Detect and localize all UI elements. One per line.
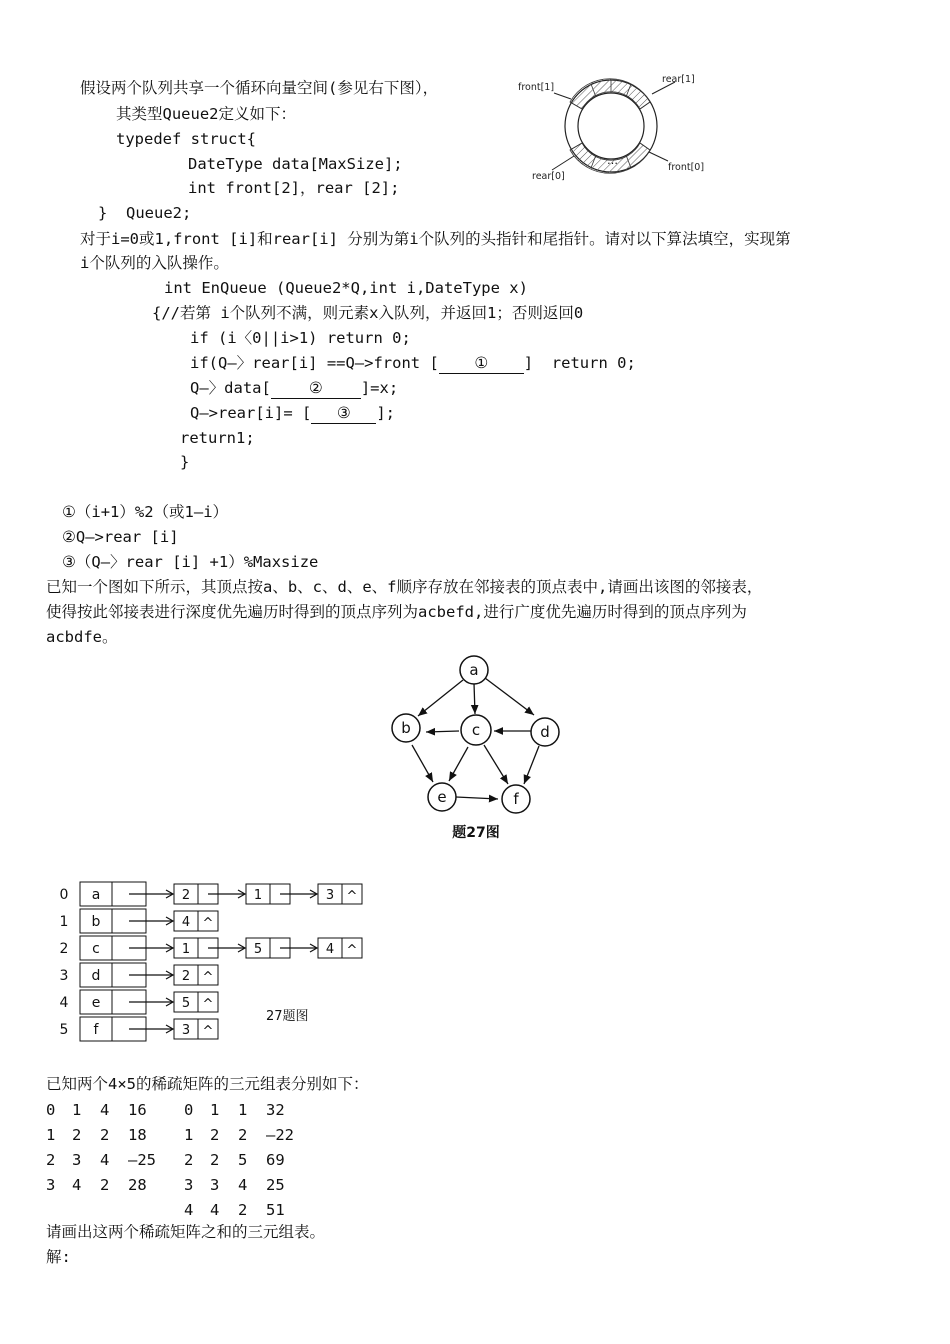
node-index: 4 — [181, 915, 191, 930]
row-index: 3 — [59, 968, 69, 984]
edge-d-f — [524, 746, 539, 784]
left-triple-cell: 4 — [72, 1176, 82, 1194]
node-index: 3 — [325, 888, 335, 903]
vertex-label: c — [92, 941, 100, 957]
right-triple-cell: 25 — [266, 1176, 285, 1194]
edge-c-f — [484, 745, 508, 784]
node-index: 4 — [325, 942, 335, 957]
right-triple-cell: 1 — [238, 1101, 248, 1119]
answer-3: ③（Q—〉rear [i] +1）%Maxsize — [62, 553, 319, 571]
right-triple-cell: 1 — [210, 1101, 220, 1119]
desc-line-2: i个队列的入队操作。 — [80, 254, 229, 272]
right-triple-cell: 0 — [184, 1101, 194, 1119]
null-symbol: ^ — [202, 997, 214, 1012]
left-triple-cell: 2 — [72, 1126, 82, 1144]
vertex-label: a — [91, 887, 101, 903]
code-comment: {//若第 i个队列不满，则元素x入队列，并返回1；否则返回0 — [152, 304, 584, 322]
null-symbol: ^ — [202, 970, 214, 985]
right-triple-cell: 69 — [266, 1151, 285, 1169]
ellipsis-mark: … — [607, 154, 618, 167]
row-index: 1 — [59, 914, 69, 930]
right-triple-cell: 32 — [266, 1101, 285, 1119]
close-line: } Queue2; — [98, 204, 192, 222]
label-rear1: rear[1] — [662, 74, 695, 85]
edge-c-e — [449, 747, 468, 781]
code-data-assign: Q—〉data[ ② ]=x; — [190, 379, 399, 397]
adjacency-list-figure — [46, 874, 376, 1054]
vertex-label: d — [91, 968, 101, 984]
left-triple-cell: 2 — [100, 1126, 110, 1144]
graph-question-2: 使得按此邻接表进行深度优先遍历时得到的顶点序列为acbefd,进行广度优先遍历时得到的顶点序列为 — [46, 603, 747, 621]
graph-caption: 题27图 — [452, 825, 500, 841]
node-b-label: b — [401, 719, 411, 737]
null-symbol: ^ — [346, 889, 358, 904]
node-index: 2 — [181, 969, 191, 984]
data-line: DateType data[MaxSize]; — [188, 155, 403, 173]
node-e-label: e — [437, 788, 447, 806]
right-triple-cell: 2 — [210, 1126, 220, 1144]
node-c-label: c — [471, 721, 481, 739]
right-triple-cell: 2 — [184, 1151, 194, 1169]
label-front0: front[0] — [668, 162, 705, 173]
code-end: } — [180, 453, 190, 471]
code-return: return1; — [180, 429, 255, 447]
null-symbol: ^ — [346, 943, 358, 958]
right-triple-cell: —22 — [266, 1126, 294, 1144]
edge-b-e — [412, 745, 433, 782]
right-triple-cell: 1 — [184, 1126, 194, 1144]
node-index: 5 — [253, 942, 263, 957]
code-rear-assign: Q—>rear[i]= [ ③ ]; — [190, 404, 395, 422]
node-d-label: d — [540, 723, 550, 741]
answer-1: ①（i+1）%2（或1—i） — [62, 503, 229, 521]
directed-graph-figure — [382, 648, 582, 848]
blank-3: ③ — [311, 403, 376, 424]
code-if-2: if(Q—〉rear[i] ==Q—>front [ ① ] return 0; — [190, 354, 636, 372]
node-f-label: f — [513, 790, 519, 808]
right-triple-cell: 2 — [238, 1126, 248, 1144]
left-triple-cell: 2 — [46, 1151, 56, 1169]
left-triple-cell: —25 — [128, 1151, 156, 1169]
circular-queue-figure — [510, 66, 725, 191]
edge-a-c — [474, 683, 475, 714]
node-index: 1 — [253, 888, 263, 903]
blank-2: ② — [271, 378, 361, 399]
code-if-1: if (i〈0||i>1) return 0; — [190, 329, 411, 347]
node-index: 1 — [181, 942, 191, 957]
left-triple-cell: 28 — [128, 1176, 147, 1194]
node-index: 3 — [181, 1023, 191, 1038]
answer-2: ②Q—>rear [i] — [62, 528, 179, 546]
left-triple-cell: 2 — [100, 1176, 110, 1194]
solution-label: 解: — [46, 1248, 71, 1266]
row-index: 4 — [59, 995, 69, 1011]
node-a-label: a — [469, 661, 479, 679]
row-index: 2 — [59, 941, 69, 957]
edge-a-b — [418, 680, 463, 716]
row-index: 5 — [59, 1022, 69, 1038]
queue-intro: 假设两个队列共享一个循环向量空间(参见右下图）， — [80, 79, 439, 97]
int-line: int front[2]，rear [2]; — [188, 179, 400, 197]
right-triple-cell: 2 — [210, 1151, 220, 1169]
left-triple-cell: 3 — [72, 1151, 82, 1169]
matrix-ask: 请画出这两个稀疏矩阵之和的三元组表。 — [46, 1223, 326, 1241]
node-index: 2 — [181, 888, 191, 903]
typedef-line: typedef struct{ — [116, 130, 256, 148]
left-triple-cell: 16 — [128, 1101, 147, 1119]
edge-c-b — [426, 731, 459, 732]
code-signature: int EnQueue (Queue2*Q,int i,DateType x) — [164, 279, 528, 297]
left-triple-cell: 1 — [72, 1101, 82, 1119]
left-triple-cell: 1 — [46, 1126, 56, 1144]
desc-line-1: 对于i=0或1,front [i]和rear[i] 分别为第i个队列的头指针和尾指针。请对以下算法填空，实现第 — [80, 230, 791, 248]
vertex-label: b — [91, 914, 101, 930]
adjacency-caption: 27题图 — [266, 1009, 309, 1024]
vertex-label: e — [91, 995, 101, 1011]
graph-question-1: 已知一个图如下所示，其顶点按a、b、c、d、e、f顺序存放在邻接表的顶点表中,请画出该图的邻接表， — [46, 578, 763, 596]
right-triple-cell: 3 — [184, 1176, 194, 1194]
right-triple-cell: 5 — [238, 1151, 248, 1169]
left-triple-cell: 4 — [100, 1101, 110, 1119]
right-triple-cell: 51 — [266, 1201, 285, 1219]
right-triple-cell: 2 — [238, 1201, 248, 1219]
edge-e-f — [456, 797, 498, 799]
edge-a-d — [485, 678, 534, 715]
type-definition: 其类型Queue2定义如下： — [116, 105, 296, 123]
row-index: 0 — [59, 887, 69, 903]
right-triple-cell: 4 — [238, 1176, 248, 1194]
vertex-label: f — [93, 1022, 99, 1038]
blank-1: ① — [439, 353, 524, 374]
label-rear0: rear[0] — [532, 171, 565, 182]
node-index: 5 — [181, 996, 191, 1011]
null-symbol: ^ — [202, 916, 214, 931]
left-triple-cell: 4 — [100, 1151, 110, 1169]
left-triple-cell: 0 — [46, 1101, 56, 1119]
label-front1: front[1] — [518, 82, 555, 93]
null-symbol: ^ — [202, 1024, 214, 1039]
right-triple-cell: 4 — [184, 1201, 194, 1219]
graph-question-3: acbdfe。 — [46, 628, 118, 646]
left-triple-cell: 3 — [46, 1176, 56, 1194]
right-triple-cell: 3 — [210, 1176, 220, 1194]
right-triple-cell: 4 — [210, 1201, 220, 1219]
left-triple-cell: 18 — [128, 1126, 147, 1144]
matrix-question: 已知两个4×5的稀疏矩阵的三元组表分别如下： — [46, 1075, 369, 1093]
